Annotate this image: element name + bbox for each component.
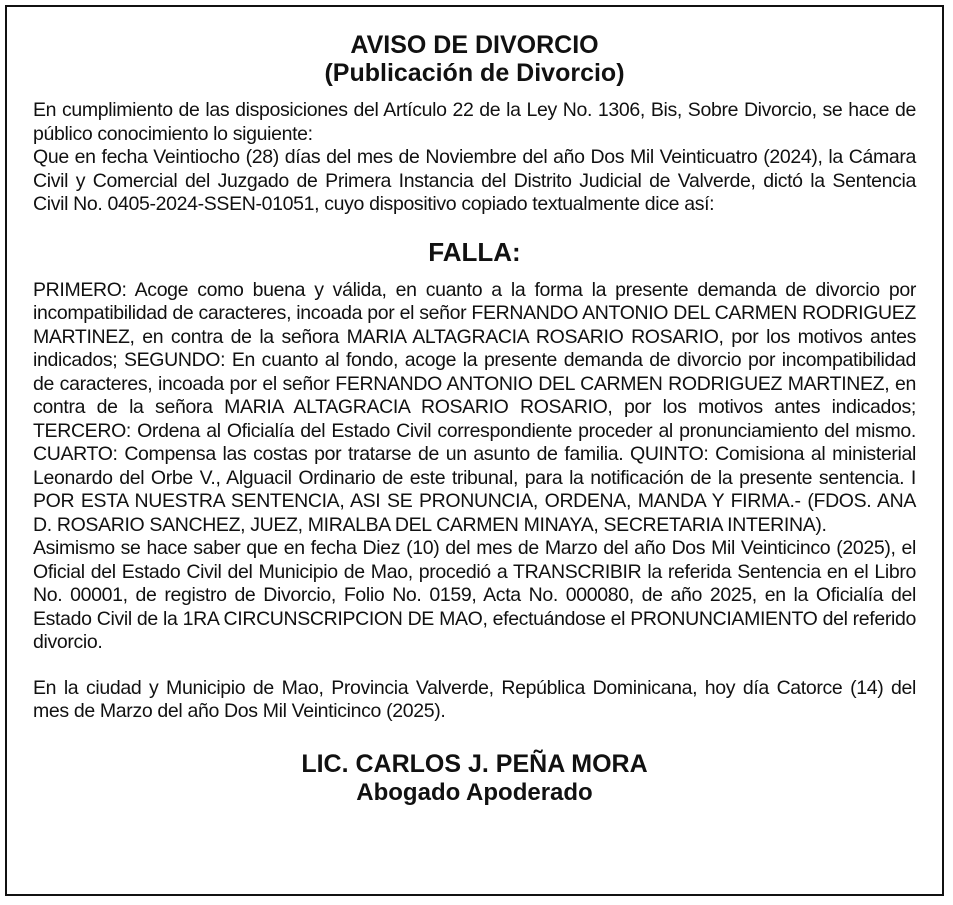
signatory-role: Abogado Apoderado <box>356 778 593 806</box>
falla-heading: FALLA: <box>428 236 521 267</box>
intro-paragraph-2: Que en fecha Veintiocho (28) días del mes de Noviembre del año Dos Mil Veinticuatro (2024), la Cámara Civil y Comercial del Juzgado de Primera Instancia del Distrito Judicial de Valverde, dictó la Sentencia Civil No. 0405-2024-SSEN-01051, cuyo dispositivo copiado textualmente dice así: <box>33 146 916 215</box>
notice-title: AVISO DE DIVORCIO <box>350 31 599 59</box>
signature-block <box>33 750 916 807</box>
notice-content <box>33 31 916 807</box>
transcription-paragraph: Asimismo se hace saber que en fecha Diez (10) del mes de Marzo del año Dos Mil Veinticinco (2025), el Oficial del Estado Civil del Municipio de Mao, procedió a TRANSCRIBIR la referida Sentencia en el Libro No. 00001, de registro de Divorcio, Folio No. 0159, Acta No. 000080, de año 2025, en la Oficialía del Estado Civil de la 1RA CIRCUNSCRIPCION DE MAO, efectuándose el PRONUNCIAMIENTO del referido divorcio. <box>33 537 916 653</box>
city-date-paragraph: En la ciudad y Municipio de Mao, Provincia Valverde, República Dominicana, hoy día Catorce (14) del mes de Marzo del año Dos Mil Veinticinco (2025). <box>33 676 916 722</box>
intro-paragraph-1: En cumplimiento de las disposiciones del Artículo 22 de la Ley No. 1306, Bis, Sobre Divorcio, se hace de público conocimiento lo siguiente: <box>33 99 916 145</box>
notice-subtitle: (Publicación de Divorcio) <box>324 59 625 87</box>
signatory-name: LIC. CARLOS J. PEÑA MORA <box>301 749 648 778</box>
falla-ruling-text: PRIMERO: Acoge como buena y válida, en cuanto a la forma la presente demanda de divorcio por incompatibilidad de caracteres, incoada por el señor FERNANDO ANTONIO DEL CARMEN RODRIGUEZ MARTINEZ, en contra de la señora MARIA ALTAGRACIA ROSARIO ROSARIO, por los motivos antes indicados; SEGUNDO: En cuanto al fondo, acoge la presente demanda de divorcio por incompatibilidad de caracteres, incoada por el señor FERNANDO ANTONIO DEL CARMEN RODRIGUEZ MARTINEZ, en contra de la señora MARIA ALTAGRACIA ROSARIO ROSARIO, por los motivos antes indicados; TERCERO: Ordena al Oficialía del Estado Civil correspondiente proceder al pronunciamiento del mismo. CUARTO: Compensa las costas por tratarse de un asunto de familia. QUINTO: Comisiona al ministerial Leonardo del Orbe V., Alguacil Ordinario de este tribunal, para la notificación de la presente sentencia. I POR ESTA NUESTRA SENTENCIA, ASI SE PRONUNCIA, ORDENA, MANDA Y FIRMA.- (FDOS. ANA D. ROSARIO SANCHEZ, JUEZ, MIRALBA DEL CARMEN MINAYA, SECRETARIA INTERINA). <box>33 278 916 536</box>
divorce-notice <box>5 5 944 896</box>
